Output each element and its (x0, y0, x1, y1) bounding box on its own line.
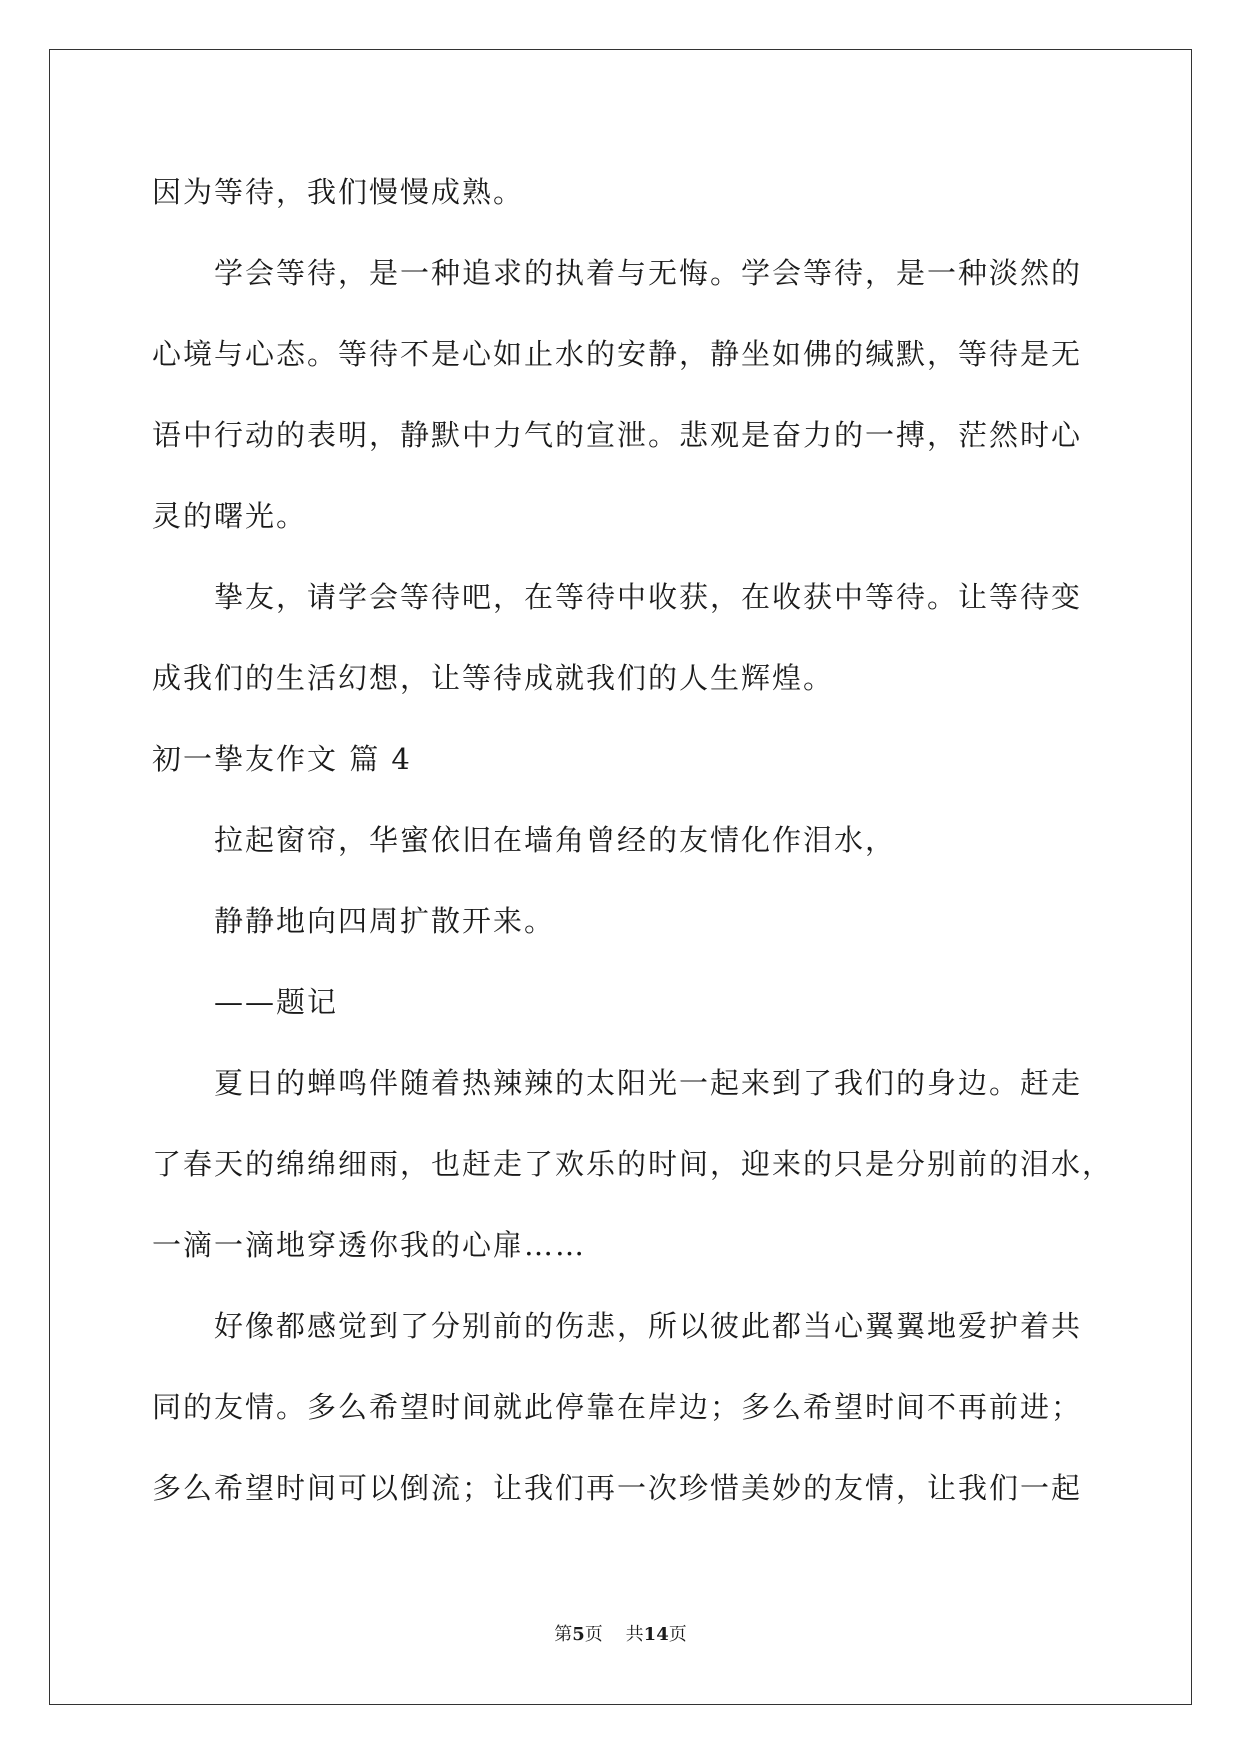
footer-total-suffix: 页 (668, 1624, 687, 1645)
paragraph-start-line: 挚友，请学会等待吧，在等待中收获，在收获中等待。让等待变 (214, 580, 1083, 614)
body-line: 一滴一滴地穿透你我的心扉…… (152, 1228, 587, 1262)
paragraph-start-line: 学会等待，是一种追求的执着与无悔。学会等待，是一种淡然的 (214, 256, 1083, 290)
footer-page-prefix: 第 (554, 1624, 573, 1645)
body-line: 多么希望时间可以倒流；让我们再一次珍惜美妙的友情，让我们一起 (152, 1471, 1083, 1505)
footer-total-prefix: 共 (625, 1624, 644, 1645)
paragraph-start-line: 静静地向四周扩散开来。 (214, 904, 556, 938)
body-line: 语中行动的表明，静默中力气的宣泄。悲观是奋力的一搏，茫然时心 (152, 418, 1083, 452)
paragraph-start-line: 好像都感觉到了分别前的伤悲，所以彼此都当心翼翼地爱护着共 (214, 1309, 1083, 1343)
body-line: 同的友情。多么希望时间就此停靠在岸边；多么希望时间不再前进； (152, 1390, 1083, 1424)
body-line: 灵的曙光。 (152, 499, 308, 533)
body-line: 了春天的绵绵细雨，也赶走了欢乐的时间，迎来的只是分别前的泪水， (152, 1147, 1114, 1181)
page-border (49, 49, 1192, 1705)
section-heading: 初一挚友作文 篇 4 (152, 742, 412, 776)
paragraph-start-line: 夏日的蝉鸣伴随着热辣辣的太阳光一起来到了我们的身边。赶走 (214, 1066, 1083, 1100)
footer-page-number: 5 (572, 1624, 585, 1645)
footer-page-suffix: 页 (584, 1624, 603, 1645)
footer-total-pages: 14 (643, 1624, 669, 1645)
body-line: 心境与心态。等待不是心如止水的安静，静坐如佛的缄默，等待是无 (152, 337, 1083, 371)
body-line: 成我们的生活幻想，让等待成就我们的人生辉煌。 (152, 661, 835, 695)
epigraph-attribution: ——题记 (214, 985, 339, 1019)
body-line: 因为等待，我们慢慢成熟。 (152, 175, 525, 209)
page-footer (0, 1623, 1241, 1647)
paragraph-start-line: 拉起窗帘，华蜜依旧在墙角曾经的友情化作泪水， (214, 823, 897, 857)
